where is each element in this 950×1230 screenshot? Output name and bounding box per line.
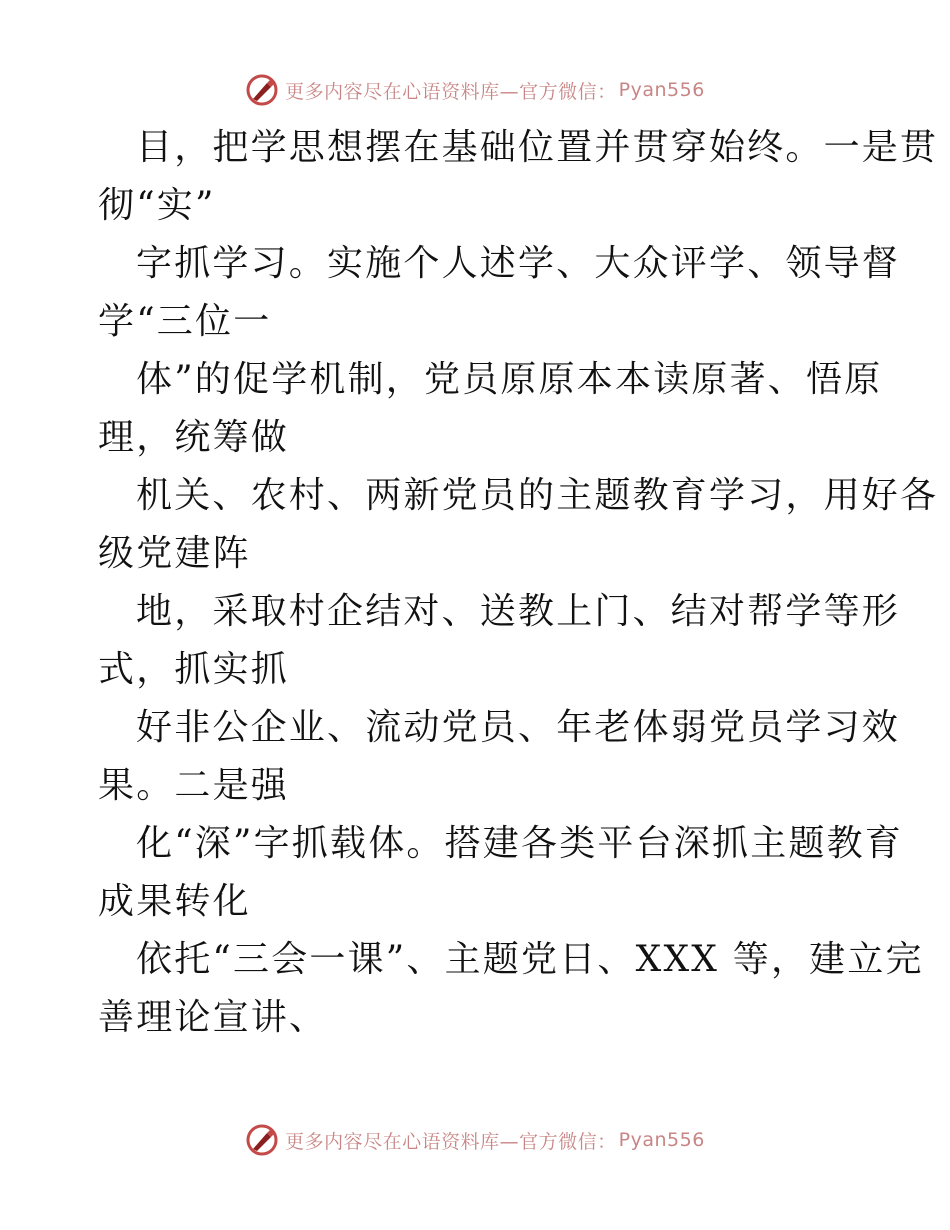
text-line: 学“三位一 [98, 301, 272, 342]
text-line: 字抓学习。实施个人述学、大众评学、领导督 [136, 243, 901, 284]
header-watermark [0, 70, 950, 110]
text-line: 依托“三会一课”、主题党日、XXX 等，建立完 [136, 939, 924, 980]
text-line: 机关、农村、两新党员的主题教育学习，用好各 [136, 475, 939, 516]
pen-logo-icon [245, 73, 279, 107]
watermark-text: 更多内容尽在心语资料库—官方微信： [285, 80, 617, 103]
text-line: 理，统筹做 [98, 417, 290, 458]
pen-logo-icon [245, 1123, 279, 1157]
text-line: 体”的促学机制，党员原原本本读原著、悟原 [136, 359, 883, 400]
text-line: 好非公企业、流动党员、年老体弱党员学习效 [136, 707, 901, 748]
text-line: 果。二是强 [98, 765, 290, 806]
watermark-wechat-id: Pyan556 [618, 1129, 705, 1151]
text-line: 成果转化 [98, 881, 251, 922]
footer-watermark [0, 1120, 950, 1160]
text-line: 化“深”字抓载体。搭建各类平台深抓主题教育 [136, 823, 904, 864]
watermark-text: 更多内容尽在心语资料库—官方微信： [285, 1130, 617, 1153]
text-line: 式，抓实抓 [98, 649, 290, 690]
watermark-wechat-id: Pyan556 [618, 79, 705, 101]
text-line: 地，采取村企结对、送教上门、结对帮学等形 [136, 591, 901, 632]
text-line: 级党建阵 [98, 533, 251, 574]
text-line: 目，把学思想摆在基础位置并贯穿始终。一是贯 [136, 127, 939, 168]
text-line: 善理论宣讲、 [98, 997, 328, 1038]
text-line: 彻“实” [98, 185, 216, 226]
